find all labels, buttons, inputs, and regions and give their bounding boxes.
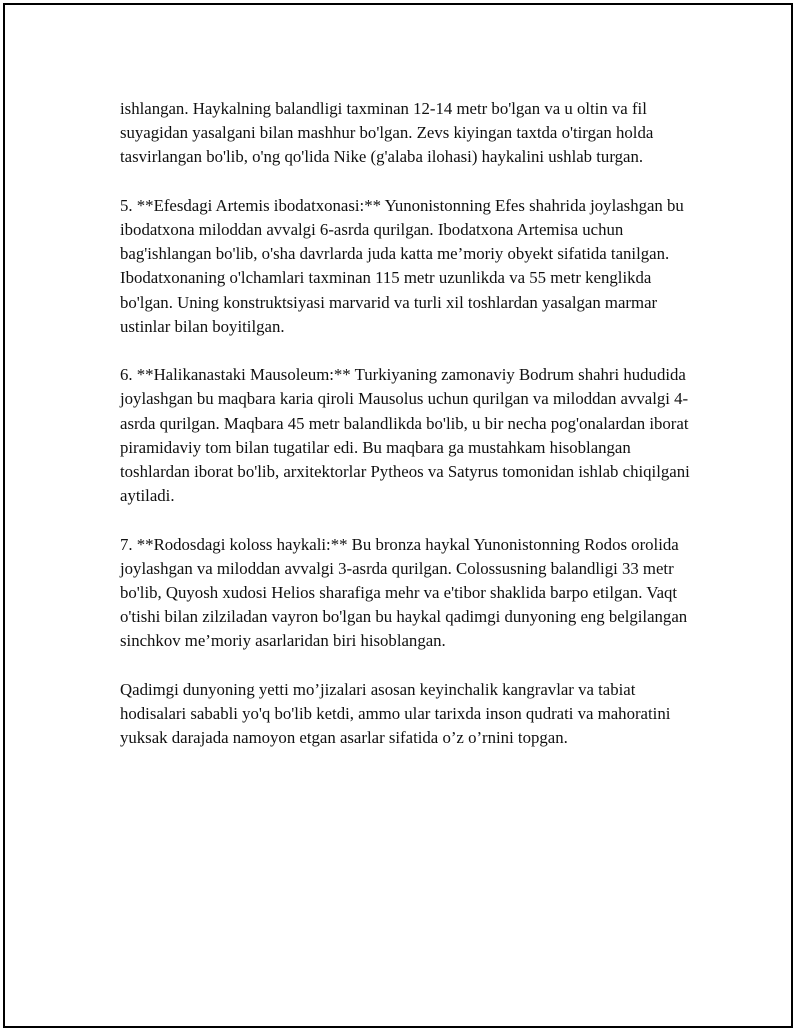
paragraph-mausoleum: 6. **Halikanastaki Mausoleum:** Turkiyaning zamonaviy Bodrum shahri hududida joylashgan bu maqbara karia qiroli Mausolus uchun qurilgan va miloddan avvalgi 4-asrda qurilgan. Maqbara 45 metr balandlikda bo'lib, u bir necha pog'onalardan iborat piramidaviy tom bilan tugatilar edi. Bu maqbara ga mustahkam hisoblangan toshlardan iborat bo'lib, arxitektorlar Pytheos va Satyrus tomonidan ishlab chiqilgani aytiladi. — [120, 365, 690, 506]
page-frame — [3, 3, 793, 1028]
document-body — [120, 97, 700, 775]
paragraph-temple-of-artemis: 5. **Efesdagi Artemis ibodatxonasi:** Yunonistonning Efes shahrida joylashgan bu ibodatxona miloddan avvalgi 6-asrda qurilgan. Ibodatxona Artemisa uchun bag'ishlangan bo'lib, o'sha davrlarda juda katta me’moriy obyekt sifatida tanilgan. Ibodatxonaning o'lchamlari taxminan 115 metr uzunlikda va 55 metr kenglikda bo'lgan. Uning konstruktsiyasi marvarid va turli xil toshlardan yasalgan marmar ustinlar bilan boyitilgan. — [120, 195, 684, 336]
paragraph-zeus-statue-continuation: ishlangan. Haykalning balandligi taxminan 12-14 metr bo'lgan va u oltin va fil suyagidan yasalgani bilan mashhur bo'lgan. Zevs kiyingan taxtda o'tirgan holda tasvirlangan bo'lib, o'ng qo'lida Nike (g'alaba ilohasi) haykalini ushlab turgan. — [120, 99, 654, 167]
paragraph-conclusion: Qadimgi dunyoning yetti mo’jizalari asosan keyinchalik kangravlar va tabiat hodisalari sababli yo'q bo'lib ketdi, ammo ular tarixda inson qudrati va mahoratini yuksak darajada namoyon etgan asarlar sifatida o’z o’rnini topgan. — [120, 679, 671, 748]
paragraph-colossus-of-rhodes: 7. **Rodosdagi koloss haykali:** Bu bronza haykal Yunonistonning Rodos orolida joylashgan va miloddan avvalgi 3-asrda qurilgan. Colossusning balandligi 33 metr bo'lib, Quyosh xudosi Helios sharafiga mehr va e'tibor shaklida barpo etilgan. Vaqt o'tishi bilan zilziladan vayron bo'lgan bu haykal qadimgi dunyoning eng belgilangan sinchkov me’moriy asarlaridan biri hisoblangan. — [120, 534, 688, 651]
